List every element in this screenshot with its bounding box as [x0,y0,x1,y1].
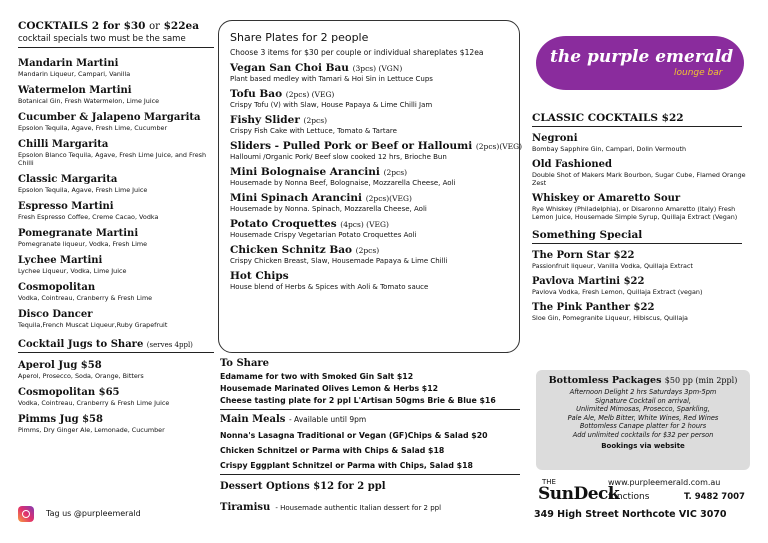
to-share-item: Edamame for two with Smoked Gin Salt $12 [220,372,414,381]
cocktail-list [18,58,218,329]
sundeck-the: THE [542,478,556,486]
special-list [532,250,752,322]
classic-desc: Rye Whiskey (Philadelphia), or Disaronno Amaretto (Italy) Fresh Lemon Juice, Housemade Simple Syrup, Quillaja Extract (Vegan) [532,205,738,221]
share-plate-item [230,218,508,239]
cocktail-name: Pomegranate Martini [18,228,139,239]
share-plate-name [230,166,508,178]
share-plate-name [230,140,523,152]
cocktail-item [18,282,218,302]
share-plate-tag: (2pcs) (VEG) [285,90,335,99]
dessert-desc: - Housemade authentic Italian dessert for 2 ppl [275,504,442,512]
cocktail-name: Lychee Martini [18,255,103,266]
to-share-item: Cheese tasting plate for 2 ppl L'Artisan 50gms Brie & Blue $16 [220,396,496,405]
desserts-title: Dessert Options $12 for 2 ppl [220,481,386,492]
share-plate-desc: Halloumi /Organic Pork/ Beef slow cooked 12 hrs, Brioche Bun [230,153,447,161]
classic-name: Whiskey or Amaretto Sour [532,193,681,204]
share-plate-desc: Crispy Chicken Breast, Slaw, Housemade Papaya & Lime Chilli [230,257,448,265]
cocktail-item [18,228,218,248]
jugs-title: Cocktail Jugs to Share (serves 4ppl) [18,339,193,350]
purple-emerald-logo [536,36,744,90]
address: 349 High Street Northcote VIC 3070 [534,509,727,520]
mains-list [220,431,520,470]
share-plates-box [218,20,523,353]
jug-name: Cosmopolitan $65 [18,387,120,398]
share-plate-name [230,88,508,100]
classic-item [532,133,752,153]
special-desc: Sloe Gin, Pomegranite Liqueur, Hibiscus, Quillaja [532,314,688,322]
share-plate-title: Potato Croquettes [230,218,337,230]
bottomless-line: Afternoon Delight 2 hrs Saturdays 3pm-5pm [569,388,717,396]
instagram-handle: Tag us @purpleemerald [46,509,141,518]
share-plate-item [230,88,508,109]
share-plate-name [230,244,508,256]
cocktails-subtitle: cocktail specials two must be the same [18,34,214,48]
cocktail-desc: Tequila,French Muscat Liqueur,Ruby Grapefruit [18,321,168,329]
classic-title: CLASSIC COCKTAILS $22 [532,112,684,124]
instagram-icon [18,506,34,522]
share-plate-title: Mini Spinach Arancini [230,192,363,204]
to-share-item: Housemade Marinated Olives Lemon & Herbs $12 [220,384,439,393]
share-plates-list [230,62,523,291]
share-plate-name [230,192,508,204]
share-plate-item [230,192,508,213]
share-plate-item [230,244,508,265]
share-plate-desc: Housemade by Nonna. Spinach, Mozzarella Cheese, Aoli [230,205,427,213]
share-plate-title: Vegan San Choi Bau [230,62,349,74]
dessert-name: Tiramisu [220,502,271,513]
share-plate-tag: (2pcs) [383,168,408,177]
main-meal-item: Crispy Eggplant Schnitzel or Parma with Chips, Salad $18 [220,461,473,470]
jug-name: Aperol Jug $58 [18,360,102,371]
cocktail-desc: Mandarin Liqueur, Campari, Vanilla [18,70,131,78]
classic-name: Old Fashioned [532,159,613,170]
cocktail-item [18,201,218,221]
bottomless-lines [542,388,744,440]
special-item [532,250,752,270]
cocktail-item [18,174,218,194]
jug-desc: Pimms, Dry Ginger Ale, Lemonade, Cucumber [18,426,165,434]
divider [220,409,520,410]
share-plate-tag: (2pcs) [303,116,328,125]
logo-name: the purple emerald [550,47,734,67]
special-desc: Pavlova Vodka, Fresh Lemon, Quillaja Extract (vegan) [532,288,703,296]
share-plate-tag: (2pcs)(VEG) [475,142,523,151]
divider [220,474,520,475]
jug-name: Pimms Jug $58 [18,414,103,425]
share-plate-title: Chicken Schnitz Bao [230,244,353,256]
special-name: The Porn Star $22 [532,250,635,261]
cocktail-item [18,85,218,105]
share-plate-item [230,270,508,291]
share-plate-name [230,218,508,230]
cocktail-desc: Botanical Gin, Fresh Watermelon, Lime Juice [18,97,160,105]
bookings-note: Bookings via website [601,441,685,450]
bottomless-packages [536,370,750,470]
bottomless-line: Pale Ale, Melb Bitter, White Wines, Red Wines [567,413,719,422]
share-plate-name [230,270,508,282]
bottomless-line: Bottomless Canape platter for 2 hours [579,422,707,431]
cocktail-desc: Pomegranate liqueur, Vodka, Fresh Lime [18,240,147,248]
share-plate-desc: Plant based medley with Tamari & Hoi Sin in Lettuce Cups [230,75,433,83]
jug-item [18,414,218,434]
cocktail-name: Mandarin Martini [18,58,119,69]
share-plate-tag: (3pcs) (VGN) [352,64,403,73]
classic-item [532,193,752,221]
dessert-item [220,495,520,514]
cocktail-desc: Epsolon Tequila, Agave, Fresh Lime Juice [18,186,148,194]
logo-tagline: lounge bar [674,68,723,78]
mid-section [220,358,520,514]
bottomless-title: Bottomless Packages $50 pp (min 2ppl) [548,375,738,386]
share-plate-tag: (2pcs) [355,246,380,255]
special-title: Something Special [532,229,643,241]
classic-name: Negroni [532,133,578,144]
cocktails-section [18,20,218,434]
cocktail-desc: Epsolon Tequila, Agave, Fresh Lime, Cucumber [18,124,168,132]
share-plates-subtitle: Choose 3 items for $30 per couple or individual shareplates $12ea [230,48,484,57]
special-item [532,276,752,296]
divider [532,243,742,244]
share-plate-desc: Housemade Crispy Vegetarian Potato Croquettes Aoli [230,231,417,239]
divider [532,126,742,127]
cocktail-name: Cosmopolitan [18,282,96,293]
share-plate-title: Sliders - Pulled Pork or Beef or Halloumi [230,140,473,152]
bottomless-line: Add unlimited cocktails for $32 per person [572,430,714,439]
cocktail-name: Espresso Martini [18,201,114,212]
jug-desc: Vodka, Cointreau, Cranberry & Fresh Lime Juice [18,399,170,407]
special-name: Pavlova Martini $22 [532,276,645,287]
to-share-title: To Share [220,358,270,369]
cocktail-item [18,58,218,78]
share-plate-item [230,114,508,135]
cocktail-item [18,112,218,132]
share-plate-desc: Crispy Tofu (V) with Slaw, House Papaya & Lime Chilli Jam [230,101,433,109]
instagram-tag[interactable] [18,506,218,526]
special-desc: Passionfruit liqueur, Vanilla Vodka, Quillaja Extract [532,262,693,270]
cocktails-title: COCKTAILS 2 for $30 or $22ea [18,20,200,32]
cocktail-desc: Vodka, Cointreau, Cranberry & Fresh Lime [18,294,153,302]
share-plate-item [230,140,523,161]
cocktail-item [18,309,218,329]
classic-cocktails-section [532,112,752,322]
main-meal-item: Chicken Schnitzel or Parma with Chips & Salad $18 [220,446,445,455]
cocktail-item [18,255,218,275]
classic-list [532,133,752,221]
share-plate-desc: Housemade by Nonna Beef, Bolognaise, Mozzarella Cheese, Aoli [230,179,456,187]
sundeck-logo: SunDeck [538,484,620,504]
website-link[interactable]: www.purpleemerald.com.au [608,478,721,487]
mains-title: Main Meals - Available until 9pm [220,414,367,425]
share-plate-desc: House blend of Herbs & Spices with Aoli & Tomato sauce [230,283,429,291]
classic-desc: Bombay Sapphire Gin, Campari, Dolin Vermouth [532,145,687,153]
cocktail-name: Watermelon Martini [18,85,132,96]
share-plate-title: Tofu Bao [230,88,283,100]
main-meal-item: Nonna's Lasagna Traditional or Vegan (GF)Chips & Salad $20 [220,431,488,440]
classic-desc: Double Shot of Makers Mark Bourbon, Sugar Cube, Flamed Orange Zest [532,171,746,187]
special-item [532,302,752,322]
share-plate-title: Fishy Slider [230,114,300,126]
divider [18,352,214,353]
share-plate-desc: Crispy Fish Cake with Lettuce, Tomato & Tartare [230,127,397,135]
sundeck-footer [536,478,750,528]
share-plate-title: Hot Chips [230,270,289,282]
share-plate-tag: (2pcs)(VEG) [365,194,412,203]
cocktail-item [18,139,218,167]
share-plate-name [230,62,508,74]
share-plate-name [230,114,508,126]
bottomless-line: Unlimited Mimosas, Prosecco, Sparkling, [576,405,710,414]
share-plate-item [230,62,508,83]
jug-desc: Aperol, Prosecco, Soda, Orange, Bitters [18,372,144,380]
cocktail-desc: Epsolon Blanco Tequila, Agave, Fresh Lime Juice, and Fresh Chilli [18,151,207,167]
cocktail-name: Chilli Margarita [18,139,109,150]
jug-item [18,387,218,407]
share-plate-tag: (4pcs) (VEG) [340,220,389,229]
share-plate-item [230,166,508,187]
cocktail-name: Classic Margarita [18,174,118,185]
jug-list [18,360,218,434]
share-plate-title: Mini Bolognaise Arancini [230,166,380,178]
classic-item [532,159,752,187]
cocktail-desc: Lychee Liqueur, Vodka, Lime Juice [18,267,127,275]
phone-number[interactable]: T. 9482 7007 [684,492,745,502]
cocktail-name: Cucumber & Jalapeno Margarita [18,112,201,123]
share-plates-title: Share Plates for 2 people [230,31,369,44]
bottomless-line: Signature Cocktail on arrival, [595,396,691,405]
sundeck-functions: functions [608,492,650,502]
to-share-list [220,372,520,405]
jug-item [18,360,218,380]
cocktail-name: Disco Dancer [18,309,93,320]
cocktail-desc: Fresh Espresso Coffee, Creme Cacao, Vodka [18,213,159,221]
special-name: The Pink Panther $22 [532,302,655,313]
